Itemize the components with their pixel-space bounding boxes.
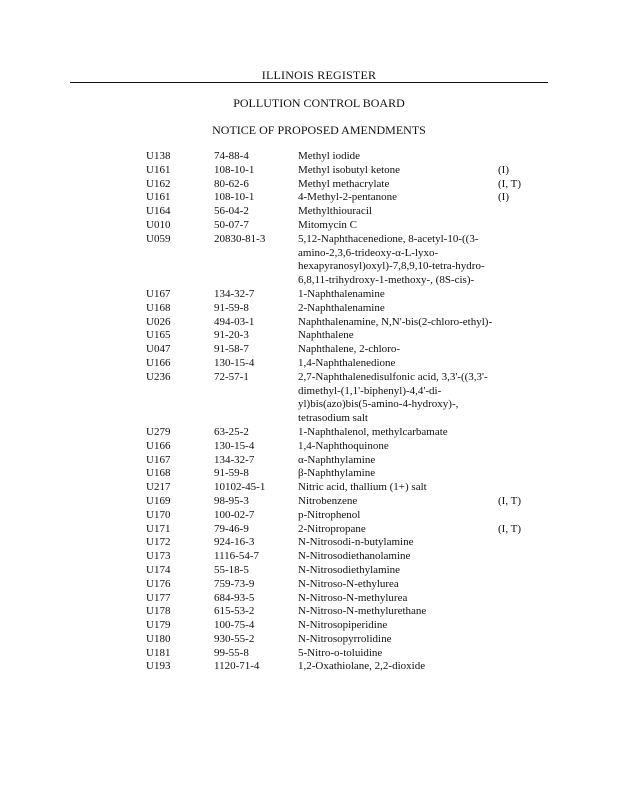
substance-name: N-Nitrosodiethanolamine	[298, 550, 411, 563]
waste-code: U026	[146, 315, 171, 328]
cas-number: 1116-54-7	[214, 550, 260, 563]
hazard-code	[498, 219, 538, 233]
waste-code: U180	[146, 632, 171, 645]
cas-number: 56-04-2	[214, 205, 249, 218]
substance-name: Nitric acid, thallium (1+) salt	[298, 481, 427, 494]
waste-code: U217	[146, 481, 171, 494]
hazard-code	[498, 454, 538, 468]
hazard-code	[498, 633, 538, 647]
waste-code: U178	[146, 605, 171, 618]
hazard-code: (I)	[498, 163, 509, 176]
hazard-code	[498, 371, 538, 426]
substance-name: Methyl methacrylate	[298, 177, 390, 190]
cas-number: 99-55-8	[214, 646, 249, 659]
cas-number: 63-25-2	[214, 425, 249, 438]
waste-code: U236	[146, 370, 171, 383]
substance-name: Methyl iodide	[298, 150, 361, 162]
waste-code: U168	[146, 467, 171, 480]
substance-name: β-Naphthylamine	[298, 467, 376, 480]
board-title: POLLUTION CONTROL BOARD	[233, 96, 405, 110]
table-row	[146, 233, 538, 288]
table-row	[146, 605, 538, 619]
waste-code: U169	[146, 494, 171, 507]
table-row	[146, 619, 538, 633]
hazard-code: (I, T)	[498, 177, 522, 190]
waste-code: U168	[146, 301, 171, 314]
hazard-code: (I)	[498, 191, 509, 204]
table-row	[146, 509, 538, 523]
hazard-code	[498, 578, 538, 592]
table-row	[146, 164, 538, 178]
substance-name: N-Nitrosodiethylamine	[298, 563, 401, 576]
table-row	[146, 316, 538, 330]
substance-name: N-Nitroso-N-ethylurea	[298, 577, 399, 590]
table-row	[146, 454, 538, 468]
substance-name: N-Nitrosodi-n-butylamine	[298, 536, 414, 549]
table-row	[146, 578, 538, 592]
hazard-code	[498, 647, 538, 661]
hazard-code	[498, 440, 538, 454]
table-row	[146, 481, 538, 495]
cas-number: 10102-45-1	[214, 481, 266, 494]
cas-number: 684-93-5	[214, 591, 255, 604]
table-row	[146, 288, 538, 302]
substance-name: 5,12-Naphthacenedione, 8-acetyl-10-((3-amino-2,3,6-trideoxy-α-L-lyxo-hexapyranosyl)oxyl)-7,8,9,10-tetra-hydro-6,8,11-trihydroxy-1-methoxy-, (8S-cis)-	[298, 232, 485, 287]
table-row	[146, 219, 538, 233]
table-row	[146, 564, 538, 578]
cas-number: 55-18-5	[214, 563, 249, 576]
hazard-code: (I, T)	[498, 522, 522, 535]
hazard-code	[498, 481, 538, 495]
substance-name: 1,4-Naphthalenedione	[298, 356, 396, 369]
waste-code: U047	[146, 343, 171, 356]
table-row	[146, 467, 538, 481]
hazard-code	[498, 509, 538, 523]
cas-number: 20830-81-3	[214, 232, 266, 245]
substance-name: 1,2-Oxathiolane, 2,2-dioxide	[298, 660, 426, 673]
cas-number: 130-15-4	[214, 356, 255, 369]
substance-name: p-Nitrophenol	[298, 508, 361, 521]
substance-name: Mitomycin C	[298, 218, 357, 231]
cas-number: 100-75-4	[214, 619, 255, 632]
table-row	[146, 329, 538, 343]
waste-code: U165	[146, 329, 171, 342]
hazard-code	[498, 426, 538, 440]
hazard-code	[498, 302, 538, 316]
cas-number: 134-32-7	[214, 287, 255, 300]
waste-code: U167	[146, 453, 171, 466]
cas-number: 74-88-4	[214, 150, 249, 162]
waste-code: U166	[146, 439, 171, 452]
hazard-code	[498, 329, 538, 343]
waste-code: U161	[146, 163, 171, 176]
register-title: ILLINOIS REGISTER	[261, 68, 377, 82]
cas-number: 108-10-1	[214, 191, 255, 204]
hazard-code	[498, 288, 538, 302]
table-row	[146, 523, 538, 537]
hazard-code	[498, 316, 538, 330]
hazard-code	[498, 619, 538, 633]
substance-name: N-Nitroso-N-methylurea	[298, 591, 408, 604]
waste-code: U177	[146, 591, 171, 604]
cas-number: 80-62-6	[214, 177, 249, 190]
substance-name: 1-Naphthalenamine	[298, 287, 385, 300]
waste-code: U166	[146, 356, 171, 369]
waste-code: U174	[146, 563, 171, 576]
substance-name: 1-Naphthalenol, methylcarbamate	[298, 425, 448, 438]
cas-number: 98-95-3	[214, 494, 249, 507]
table-row	[146, 633, 538, 647]
header-rule	[70, 82, 548, 83]
waste-code: U279	[146, 425, 171, 438]
cas-number: 615-53-2	[214, 605, 255, 618]
table-row	[146, 660, 538, 674]
cas-number: 91-59-8	[214, 301, 249, 314]
cas-number: 924-16-3	[214, 536, 255, 549]
table-row	[146, 592, 538, 606]
cas-number: 72-57-1	[214, 370, 249, 383]
substance-name: N-Nitrosopyrrolidine	[298, 632, 392, 645]
hazard-code	[498, 536, 538, 550]
substance-name: N-Nitroso-N-methylurethane	[298, 605, 427, 618]
substance-name: 2,7-Naphthalenedisulfonic acid, 3,3'-((3,3'-dimethyl-(1,1'-biphenyl)-4,4'-di-yl)bis(azo)bis(5-amino-4-hydroxy)-, tetrasodium salt	[298, 370, 488, 425]
waste-code: U138	[146, 150, 171, 162]
waste-code: U173	[146, 550, 171, 563]
hazard-code	[498, 550, 538, 564]
cas-number: 759-73-9	[214, 577, 255, 590]
cas-number: 91-58-7	[214, 343, 249, 356]
substance-name: 1,4-Naphthoquinone	[298, 439, 389, 452]
cas-number: 91-59-8	[214, 467, 249, 480]
table-row	[146, 495, 538, 509]
waste-code: U193	[146, 660, 171, 673]
hazard-code	[498, 233, 538, 288]
hazard-code	[498, 343, 538, 357]
cas-number: 930-55-2	[214, 632, 255, 645]
waste-code: U161	[146, 191, 171, 204]
cas-number: 91-20-3	[214, 329, 249, 342]
hazard-code	[498, 592, 538, 606]
table-row	[146, 371, 538, 426]
cas-number: 100-02-7	[214, 508, 255, 521]
cas-number: 50-07-7	[214, 218, 249, 231]
substance-name: 5-Nitro-o-toluidine	[298, 646, 383, 659]
waste-code: U176	[146, 577, 171, 590]
substance-name: 2-Naphthalenamine	[298, 301, 385, 314]
substance-name: Nitrobenzene	[298, 494, 358, 507]
substance-name: Methylthiouracil	[298, 205, 372, 218]
waste-code: U179	[146, 619, 171, 632]
notice-title: NOTICE OF PROPOSED AMENDMENTS	[212, 123, 426, 137]
table-row	[146, 191, 538, 205]
table-row	[146, 205, 538, 219]
table-row	[146, 178, 538, 192]
substance-name: 2-Nitropropane	[298, 522, 366, 535]
hazard-code: (I, T)	[498, 494, 522, 507]
substance-name: Naphthalene, 2-chloro-	[298, 343, 401, 356]
table-row	[146, 343, 538, 357]
hazard-code	[498, 564, 538, 578]
substance-name: Methyl isobutyl ketone	[298, 163, 401, 176]
cas-number: 108-10-1	[214, 163, 255, 176]
table-row	[146, 550, 538, 564]
table-row	[146, 647, 538, 661]
table-row	[146, 302, 538, 316]
cas-number: 494-03-1	[214, 315, 255, 328]
hazard-code	[498, 605, 538, 619]
table-row	[146, 440, 538, 454]
substance-name: Naphthalenamine, N,N'-bis(2-chloro-ethyl)-	[298, 315, 493, 328]
hazardous-waste-table-body	[146, 150, 538, 674]
substance-name: 4-Methyl-2-pentanone	[298, 191, 397, 204]
cas-number: 1120-71-4	[214, 660, 260, 673]
waste-code: U171	[146, 522, 171, 535]
cas-number: 79-46-9	[214, 522, 249, 535]
hazard-code	[498, 357, 538, 371]
substance-name: Naphthalene	[298, 329, 354, 342]
table-row	[146, 357, 538, 371]
hazard-code	[498, 150, 538, 164]
hazardous-waste-table	[146, 150, 538, 674]
hazard-code	[498, 205, 538, 219]
table-row	[146, 150, 538, 164]
waste-code: U181	[146, 646, 171, 659]
waste-code: U164	[146, 205, 171, 218]
substance-name: N-Nitrosopiperidine	[298, 619, 388, 632]
hazard-code	[498, 467, 538, 481]
waste-code: U170	[146, 508, 171, 521]
cas-number: 130-15-4	[214, 439, 255, 452]
waste-code: U059	[146, 232, 171, 245]
waste-code: U162	[146, 177, 171, 190]
hazard-code	[498, 660, 538, 674]
waste-code: U167	[146, 287, 171, 300]
waste-code: U010	[146, 218, 171, 231]
table-row	[146, 426, 538, 440]
waste-code: U172	[146, 536, 171, 549]
table-row	[146, 536, 538, 550]
substance-name: α-Naphthylamine	[298, 453, 376, 466]
cas-number: 134-32-7	[214, 453, 255, 466]
